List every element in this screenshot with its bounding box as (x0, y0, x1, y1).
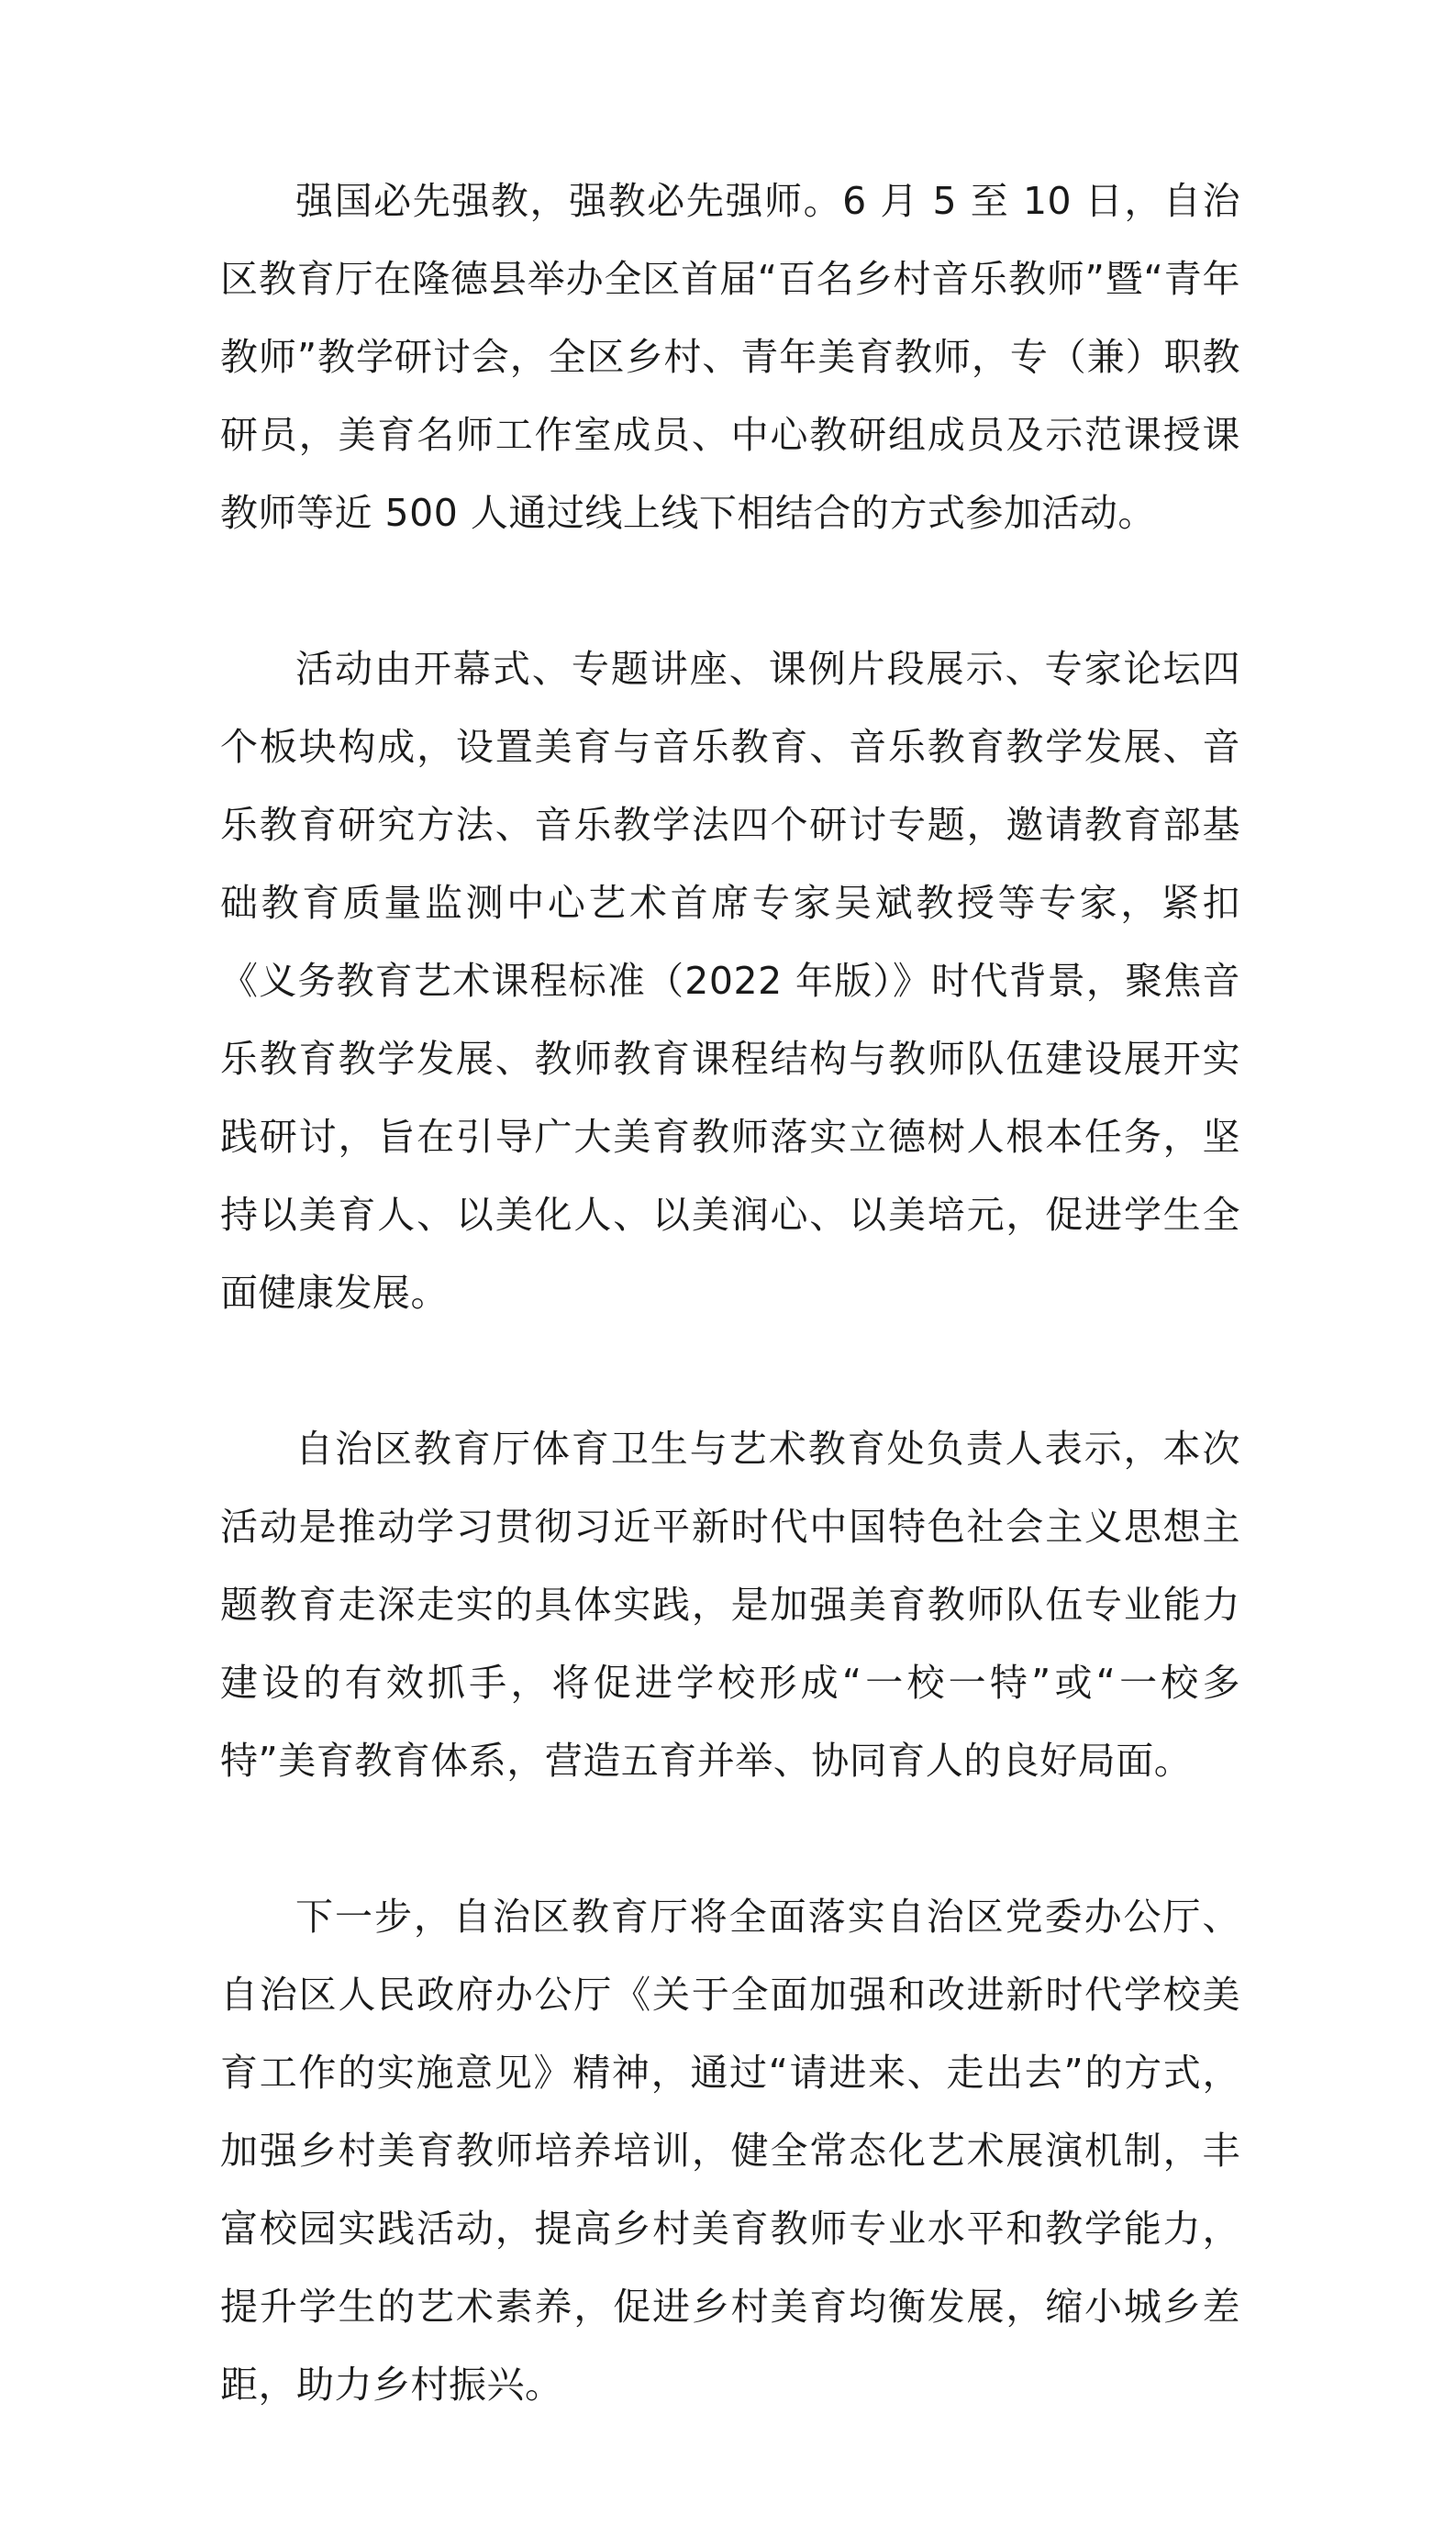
paragraph-next-steps: 下一步，自治区教育厅将全面落实自治区党委办公厅、自治区人民政府办公厅《关于全面加强和改进新时代学校美育工作的实施意见》精神，通过“请进来、走出去”的方式，加强乡村美育教师培养培训，健全常态化艺术展演机制，丰富校园实践活动，提高乡村美育教师专业水平和教学能力，提升学生的艺术素养，促进乡村美育均衡发展，缩小城乡差距，助力乡村振兴。 (220, 1895, 1240, 2407)
paragraph-intro: 强国必先强教，强教必先强师。6 月 5 至 10 日，自治区教育厅在隆德县举办全区首届“百名乡村音乐教师”暨“青年教师”教学研讨会，全区乡村、青年美育教师，专（兼）职教研员，美育名师工作室成员、中心教研组成员及示范课授课教师等近 500 人通过线上线下相结合的方式参加活动。 (220, 179, 1240, 535)
paragraph-official-statement: 自治区教育厅体育卫生与艺术教育处负责人表示，本次活动是推动学习贯彻习近平新时代中国特色社会主义思想主题教育走深走实的具体实践，是加强美育教师队伍专业能力建设的有效抓手，将促进学校形成“一校一特”或“一校多特”美育教育体系，营造五育并举、协同育人的良好局面。 (220, 1427, 1240, 1783)
paragraph-activity-structure: 活动由开幕式、专题讲座、课例片段展示、专家论坛四个板块构成，设置美育与音乐教育、音乐教育教学发展、音乐教育研究方法、音乐教学法四个研讨专题，邀请教育部基础教育质量监测中心艺术首席专家吴斌教授等专家，紧扣《义务教育艺术课程标准（2022 年版）》时代背景，聚焦音乐教育教学发展、教师教育课程结构与教师队伍建设展开实践研讨，旨在引导广大美育教师落实立德树人根本任务，坚持以美育人、以美化人、以美润心、以美培元，促进学生全面健康发展。 (220, 647, 1240, 1315)
article-body (220, 162, 1240, 2424)
